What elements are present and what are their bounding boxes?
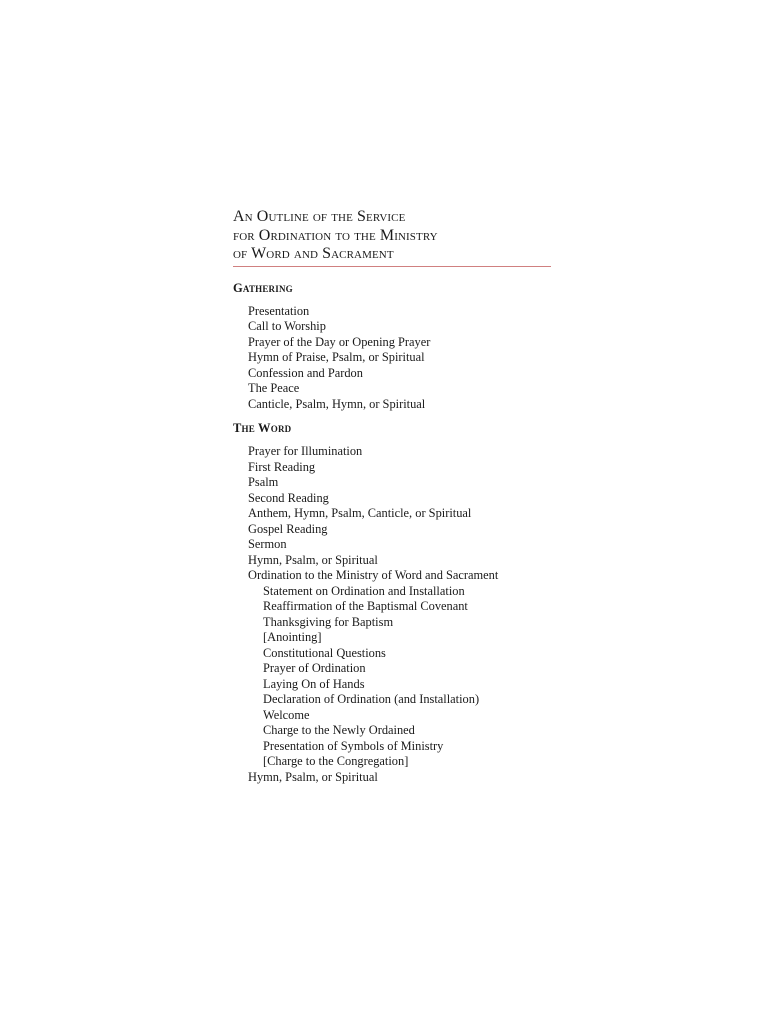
list-item: Welcome bbox=[263, 707, 310, 722]
list-item: Reaffirmation of the Baptismal Covenant bbox=[263, 599, 468, 613]
list-item: Laying On of Hands bbox=[263, 676, 365, 691]
list-item: Hymn, Psalm, or Spiritual bbox=[248, 769, 378, 784]
section-heading-gathering: Gathering bbox=[233, 280, 293, 295]
title-divider bbox=[233, 266, 551, 267]
title-line-1: An Outline of the Service bbox=[233, 208, 406, 225]
list-item: Hymn, Psalm, or Spiritual bbox=[248, 552, 378, 567]
list-item: Canticle, Psalm, Hymn, or Spiritual bbox=[248, 396, 426, 411]
list-item: Prayer of the Day or Opening Prayer bbox=[248, 334, 431, 349]
list-item: Gospel Reading bbox=[248, 521, 328, 536]
list-item: Anthem, Hymn, Psalm, Canticle, or Spiritual bbox=[248, 506, 472, 520]
title-line-3: of Word and Sacrament bbox=[233, 245, 394, 262]
list-item: Call to Worship bbox=[248, 319, 326, 333]
list-item: [Charge to the Congregation] bbox=[263, 754, 409, 768]
the-word-list bbox=[233, 444, 553, 785]
title-line-2: for Ordination to the Ministry bbox=[233, 226, 438, 244]
list-item: Second Reading bbox=[248, 490, 329, 505]
list-item: Charge to the Newly Ordained bbox=[263, 723, 415, 737]
list-item: First Reading bbox=[248, 459, 316, 474]
list-item: Constitutional Questions bbox=[263, 645, 386, 660]
list-item: Psalm bbox=[248, 475, 279, 489]
list-item: Thanksgiving for Baptism bbox=[263, 614, 394, 629]
section-the-word bbox=[233, 421, 553, 785]
section-gathering bbox=[233, 281, 553, 413]
list-item: Presentation of Symbols of Ministry bbox=[263, 738, 444, 753]
list-item: The Peace bbox=[248, 381, 300, 395]
list-item: Statement on Ordination and Installation bbox=[263, 583, 465, 598]
list-item: Prayer for Illumination bbox=[248, 444, 363, 458]
list-item: Declaration of Ordination (and Installation) bbox=[263, 692, 480, 706]
list-item: Prayer of Ordination bbox=[263, 661, 366, 675]
page-title bbox=[233, 208, 553, 265]
document-page bbox=[233, 208, 553, 785]
list-item: Confession and Pardon bbox=[248, 365, 363, 380]
list-item: [Anointing] bbox=[263, 630, 322, 644]
list-item: Hymn of Praise, Psalm, or Spiritual bbox=[248, 350, 425, 364]
list-item: Presentation bbox=[248, 303, 310, 318]
list-item: Sermon bbox=[248, 537, 287, 551]
section-heading-the-word: The Word bbox=[233, 421, 292, 435]
gathering-list bbox=[233, 304, 553, 413]
list-item: Ordination to the Ministry of Word and Sacrament bbox=[248, 568, 499, 582]
